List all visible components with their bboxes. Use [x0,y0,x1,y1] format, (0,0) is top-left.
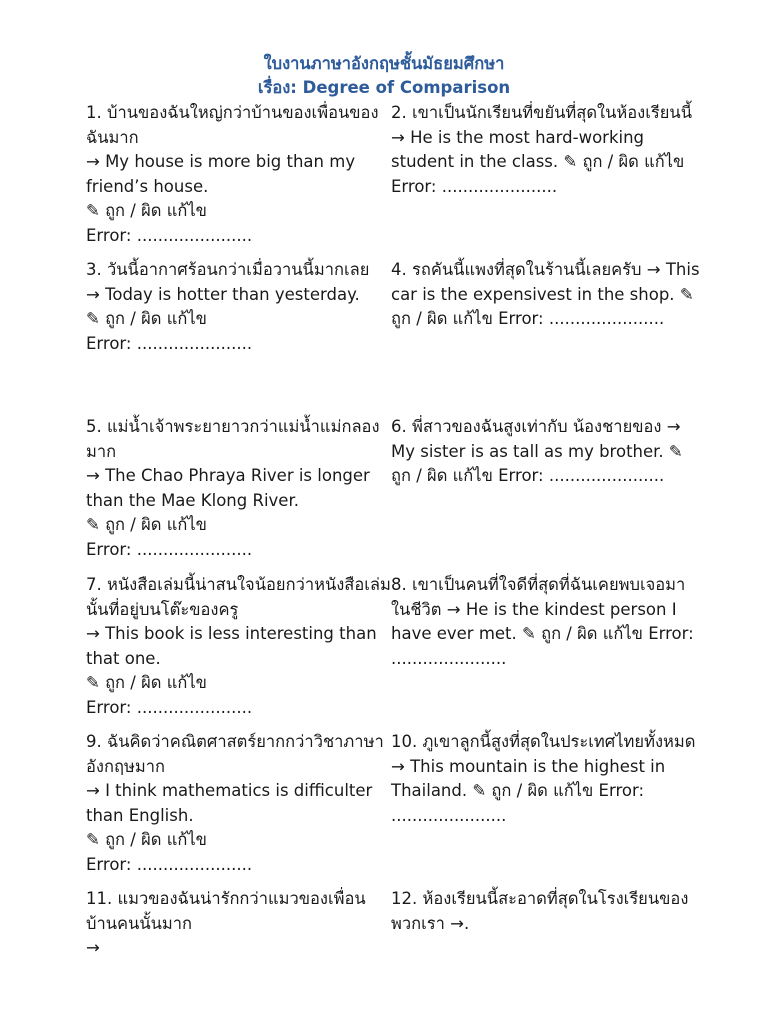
thai-prompt: 5. แม่น้ำเจ้าพระยายาวกว่าแม่น้ำแม่กลองมาก [86,417,380,461]
english-sentence: → [86,938,100,957]
thai-prompt: 7. หนังสือเล่มนี้น่าสนใจน้อยกว่าหนังสือเล่มนั้นที่อยู่บนโต๊ะของครู [86,575,391,619]
english-sentence: → I think mathematics is difficulter than English. [86,781,373,825]
worksheet-header [0,52,768,100]
english-sentence: → My house is more big than my friend’s house. [86,152,356,196]
english-sentence: → Today is hotter than yesterday. [86,284,360,304]
correct-wrong-mark: ✎ ถูก / ผิด แก้ไข [86,309,207,328]
worksheet-title: ใบงานภาษาอังกฤษชั้นมัธยมศึกษา [263,54,505,73]
exercise-item-2 [391,101,701,199]
exercise-grid [86,101,706,1027]
exercise-item-7 [86,573,391,720]
english-sentence: → The Chao Phraya River is longer than the Mae Klong River. [86,466,370,510]
english-sentence: → He is the kindest person I have ever met. [391,599,677,643]
exercise-item-3 [86,258,391,356]
english-sentence: → He is the most hard-working student in the class. [391,127,645,171]
error-line: Error: ...................... [86,854,253,874]
exercise-row [86,101,706,258]
exercise-item-8 [391,573,701,671]
exercise-item-4 [391,258,701,332]
english-sentence: → This book is less interesting than that one. [86,624,377,668]
thai-prompt: 9. ฉันคิดว่าคณิตศาสตร์ยากกว่าวิชาภาษาอังกฤษมาก [86,732,384,776]
correct-wrong-mark: ✎ ถูก / ผิด แก้ไข [563,152,685,171]
exercise-item-10 [391,730,701,828]
exercise-item-11 [86,887,391,961]
thai-prompt: 3. วันนี้อากาศร้อนกว่าเมื่อวานนี้มากเลย [86,260,370,279]
exercise-row [86,415,706,573]
error-line: Error: ...................... [391,176,558,196]
exercise-row [86,730,706,887]
english-sentence: → My sister is as tall as my brother. [391,417,681,461]
error-line: Error: ...................... [86,333,253,353]
exercise-row [86,258,706,415]
thai-prompt: 8. เขาเป็นคนที่ใจดีที่สุดที่ฉันเคยพบเจอมาในชีวิต [391,575,686,619]
thai-prompt: 6. พี่สาวของฉันสูงเท่ากับ น้องชายของ [391,417,662,436]
correct-wrong-mark: ✎ ถูก / ผิด แก้ไข [472,781,594,800]
thai-prompt: 10. ภูเขาลูกนี้สูงที่สุดในประเทศไทยทั้งหมด [391,732,696,751]
correct-wrong-mark: ✎ ถูก / ผิด แก้ไข [522,624,643,643]
exercise-item-6 [391,415,701,489]
error-line: Error: ...................... [498,309,665,328]
correct-wrong-mark: ✎ ถูก / ผิด แก้ไข [86,201,207,220]
error-line: Error: ...................... [86,697,253,717]
thai-prompt: 1. บ้านของฉันใหญ่กว่าบ้านของเพื่อนของฉันมาก [86,103,379,147]
exercise-item-9 [86,730,391,877]
exercise-item-12 [391,887,701,936]
error-line: Error: ...................... [498,466,665,485]
error-line: Error: ...................... [391,624,694,668]
english-sentence: → This car is the expensivest in the shop. [391,260,700,304]
correct-wrong-mark: ✎ ถูก / ผิด แก้ไข [86,515,207,534]
correct-wrong-mark: ✎ ถูก / ผิด แก้ไข [86,830,207,849]
correct-wrong-mark: ✎ ถูก / ผิด แก้ไข [86,673,207,692]
error-line: Error: ...................... [86,225,253,245]
thai-prompt: 2. เขาเป็นนักเรียนที่ขยันที่สุดในห้องเรียนนี้ [391,103,692,122]
exercise-item-1 [86,101,391,248]
error-line: Error: ...................... [86,539,253,559]
exercise-item-5 [86,415,391,562]
thai-prompt: 11. แมวของฉันน่ารักกว่าแมวของเพื่อนบ้านคนนั้นมาก [86,889,366,933]
exercise-row [86,573,706,730]
correct-wrong-mark: ✎ ถูก / ผิด แก้ไข [391,284,694,328]
english-sentence: →. [450,913,470,933]
worksheet-topic: เรื่อง: Degree of Comparison [257,78,511,97]
thai-prompt: 12. ห้องเรียนนี้สะอาดที่สุดในโรงเรียนของพวกเรา [391,889,689,933]
thai-prompt: 4. รถคันนี้แพงที่สุดในร้านนี้เลยครับ [391,260,642,279]
exercise-row [86,887,706,1027]
english-sentence: → This mountain is the highest in Thailand. [391,756,666,800]
error-line: Error: ...................... [391,781,645,825]
correct-wrong-mark: ✎ ถูก / ผิด แก้ไข [391,441,683,485]
